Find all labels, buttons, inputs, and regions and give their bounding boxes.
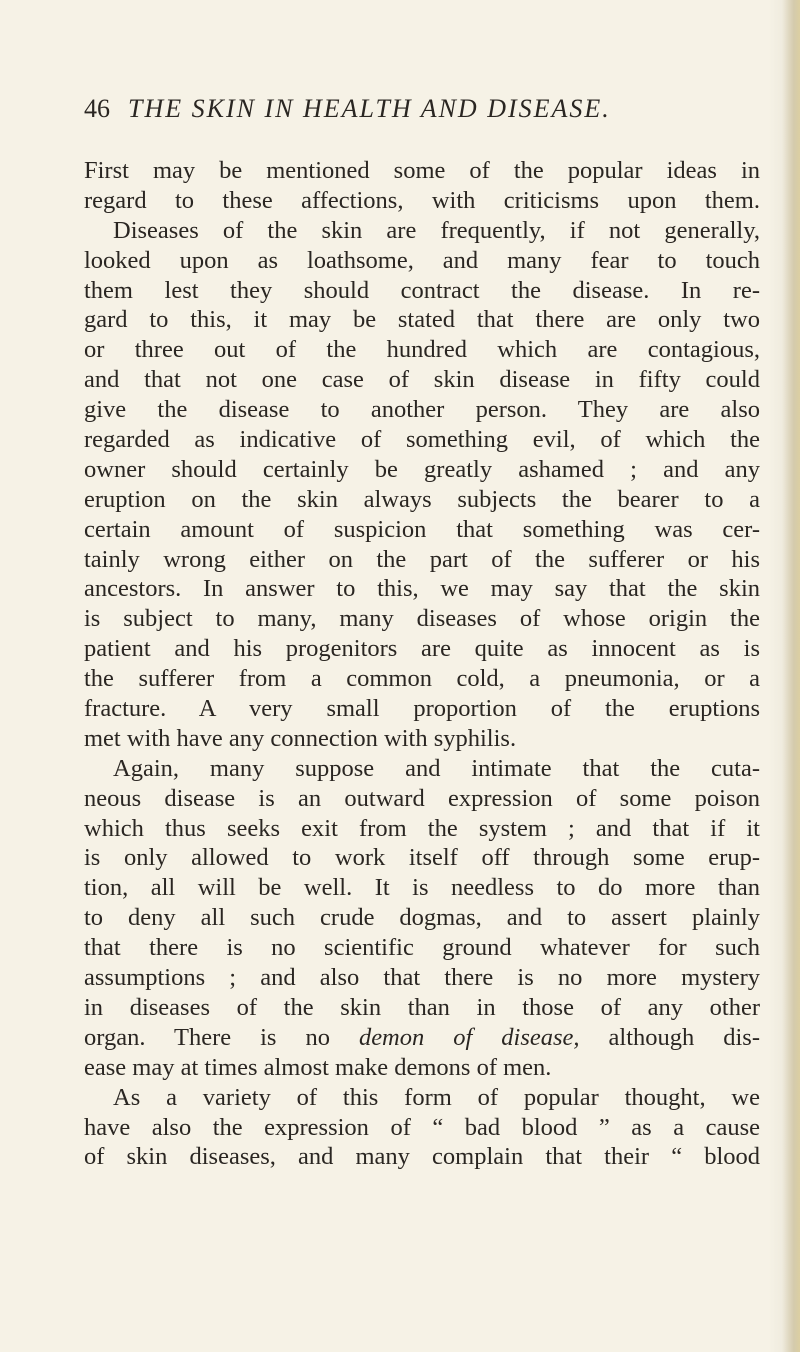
text-line: tainly wrong either on the part of the sufferer or his bbox=[84, 545, 760, 573]
text-line: have also the expression of “ bad blood ” as a cause bbox=[84, 1113, 760, 1141]
text-line: regard to these affections, with criticisms upon them. bbox=[84, 186, 760, 214]
text-line: that there is no scientific ground whatever for such bbox=[84, 934, 760, 962]
text-line: which thus seeks exit from the system ; and that if it bbox=[84, 814, 760, 842]
text-line: them lest they should contract the disease. In re- bbox=[84, 276, 760, 304]
text-line: met with have any connection with syphilis. bbox=[84, 724, 517, 752]
text-line: regarded as indicative of something evil, of which the bbox=[84, 426, 760, 454]
running-head bbox=[84, 92, 724, 126]
page-edge-shadow bbox=[782, 0, 800, 1352]
text-line: looked upon as loathsome, and many fear to touch bbox=[84, 246, 760, 274]
text-line: and that not one case of skin disease in fifty could bbox=[84, 366, 760, 394]
text-line: is subject to many, many diseases of whose origin the bbox=[84, 605, 760, 633]
italic-phrase: demon of disease, bbox=[358, 1023, 580, 1051]
text-line: Diseases of the skin are frequently, if not generally, bbox=[113, 216, 760, 244]
text-line: is only allowed to work itself off through some erup- bbox=[84, 844, 760, 872]
text-fragment: organ. There is no bbox=[84, 1023, 359, 1051]
text-line: tion, all will be well. It is needless to do more than bbox=[84, 874, 760, 902]
text-line: Again, many suppose and intimate that the cuta- bbox=[113, 754, 760, 782]
text-line: patient and his progenitors are quite as innocent as is bbox=[84, 635, 760, 663]
text-line: in diseases of the skin than in those of any other bbox=[84, 993, 760, 1021]
text-line: ease may at times almost make demons of men. bbox=[84, 1053, 552, 1081]
text-line: to deny all such crude dogmas, and to assert plainly bbox=[84, 904, 760, 932]
text-line: owner should certainly be greatly ashamed ; and any bbox=[84, 455, 760, 483]
text-line bbox=[84, 1023, 760, 1053]
text-line: First may be mentioned some of the popular ideas in bbox=[84, 157, 760, 184]
text-line: gard to this, it may be stated that there are only two bbox=[84, 306, 760, 334]
text-fragment: although dis- bbox=[579, 1023, 760, 1051]
body-text bbox=[84, 156, 760, 1172]
text-line: fracture. A very small proportion of the eruptions bbox=[84, 695, 760, 723]
text-line: give the disease to another person. They are also bbox=[84, 396, 760, 424]
running-title: THE SKIN IN HEALTH AND DISEASE. bbox=[128, 94, 611, 123]
text-line: As a variety of this form of popular thought, we bbox=[113, 1083, 760, 1111]
text-line: of skin diseases, and many complain that their “ blood bbox=[84, 1143, 760, 1171]
page-number: 46 bbox=[84, 94, 110, 123]
text-line: neous disease is an outward expression of some poison bbox=[84, 784, 760, 812]
text-line: eruption on the skin always subjects the bearer to a bbox=[84, 485, 760, 513]
text-line: certain amount of suspicion that something was cer- bbox=[84, 515, 760, 543]
text-line: assumptions ; and also that there is no more mystery bbox=[84, 964, 760, 992]
text-line: the sufferer from a common cold, a pneumonia, or a bbox=[84, 665, 760, 693]
text-line: or three out of the hundred which are contagious, bbox=[84, 336, 760, 364]
text-line: ancestors. In answer to this, we may say that the skin bbox=[84, 575, 760, 603]
